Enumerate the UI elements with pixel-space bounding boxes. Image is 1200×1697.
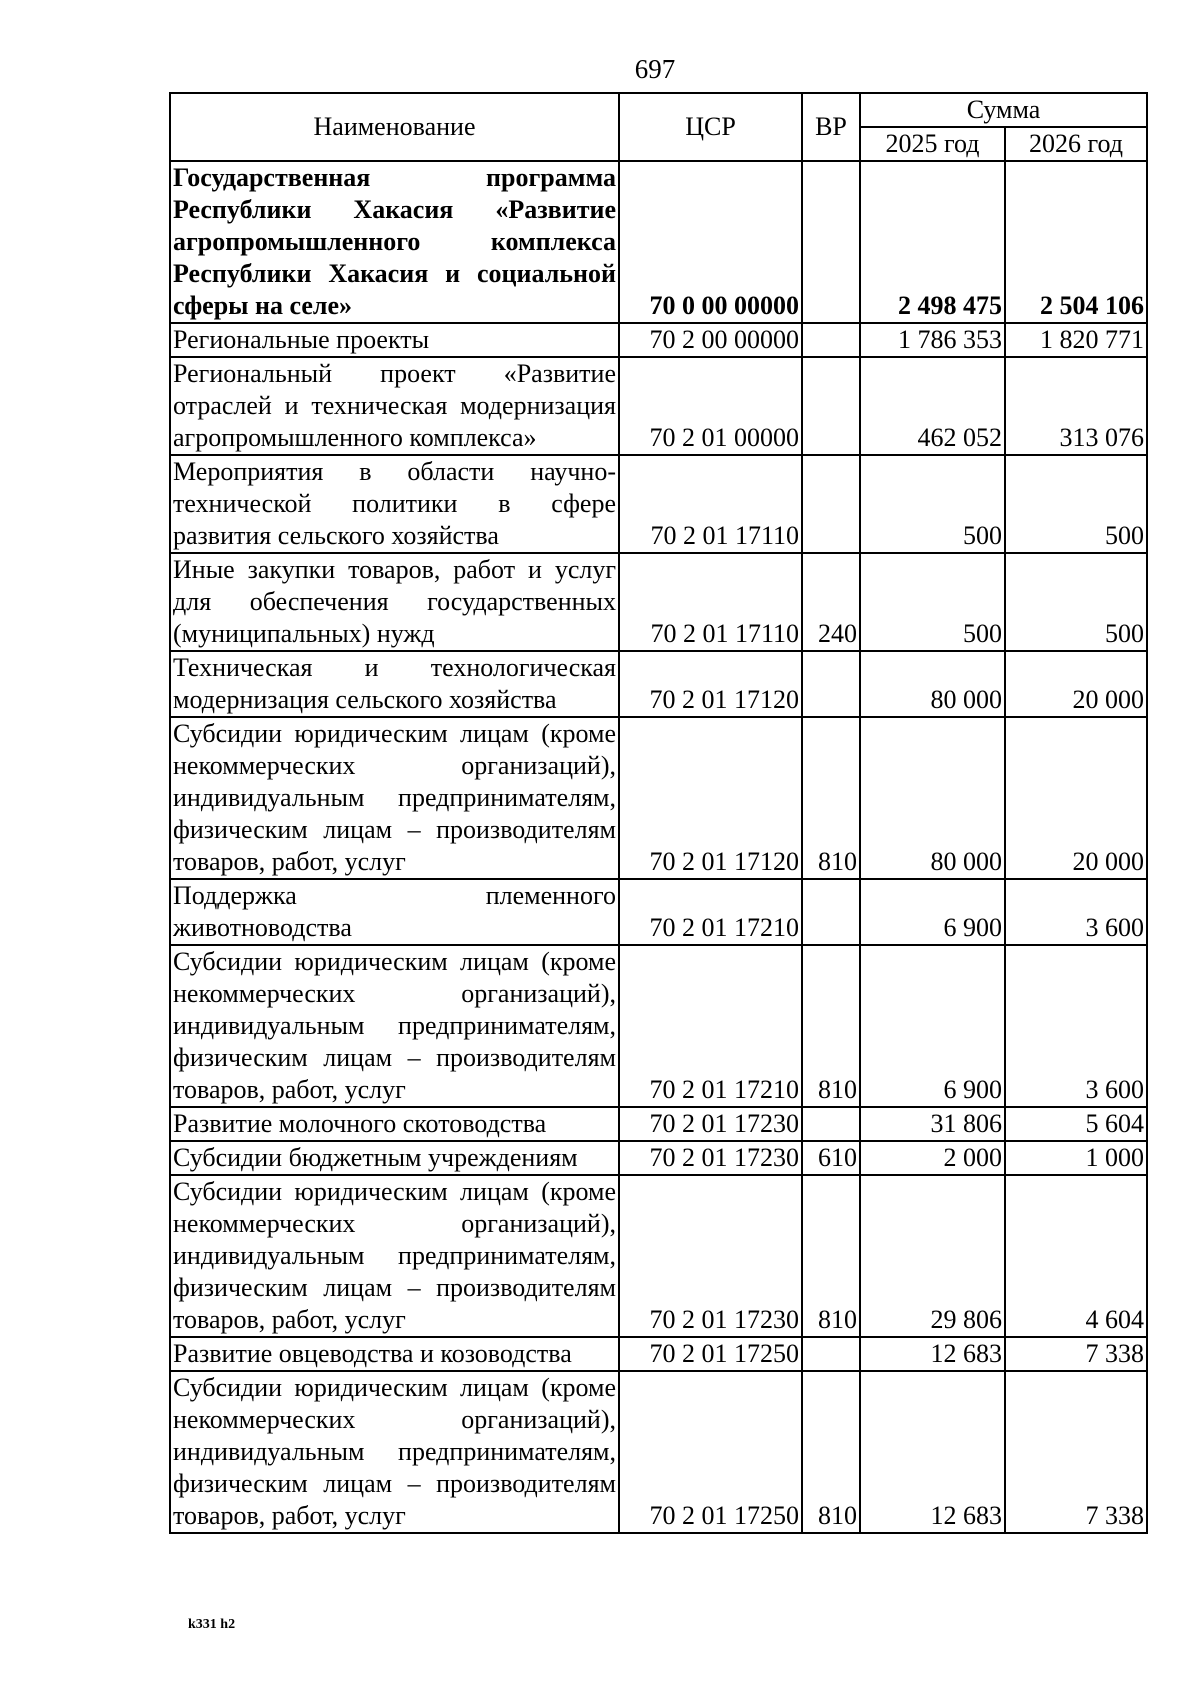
row-sum-2025: 500 (860, 553, 1005, 651)
row-sum-2025: 31 806 (860, 1107, 1005, 1141)
row-sum-2026: 500 (1005, 553, 1147, 651)
row-sum-2025: 500 (860, 455, 1005, 553)
column-header-2026: 2026 год (1005, 127, 1147, 161)
row-name: Развитие молочного скотоводства (170, 1107, 619, 1141)
table-row (170, 357, 1147, 455)
row-sum-2025: 80 000 (860, 717, 1005, 879)
row-csr: 70 2 01 00000 (619, 357, 802, 455)
row-csr: 70 0 00 00000 (619, 161, 802, 323)
row-sum-2026: 7 338 (1005, 1371, 1147, 1533)
row-name: Иные закупки товаров, работ и услуг для обеспечения государственных (муниципальных) нужд (170, 553, 619, 651)
table-row (170, 1371, 1147, 1533)
row-vr: 810 (802, 1371, 860, 1533)
row-vr: 810 (802, 945, 860, 1107)
row-sum-2025: 6 900 (860, 945, 1005, 1107)
row-vr (802, 161, 860, 323)
column-header-csr: ЦСР (619, 93, 802, 161)
row-name: Субсидии бюджетным учреждениям (170, 1141, 619, 1175)
row-name: Субсидии юридическим лицам (кроме некоммерческих организаций), индивидуальным предпринимателям, физическим лицам – производителям товаров, работ, услуг (170, 717, 619, 879)
row-sum-2026: 3 600 (1005, 879, 1147, 945)
row-vr (802, 455, 860, 553)
row-csr: 70 2 01 17110 (619, 553, 802, 651)
table-row (170, 455, 1147, 553)
row-vr (802, 357, 860, 455)
row-sum-2025: 462 052 (860, 357, 1005, 455)
row-csr: 70 2 00 00000 (619, 323, 802, 357)
row-sum-2026: 1 000 (1005, 1141, 1147, 1175)
footer-code: k331 h2 (188, 1617, 236, 1632)
row-sum-2025: 1 786 353 (860, 323, 1005, 357)
row-vr: 610 (802, 1141, 860, 1175)
row-sum-2026: 20 000 (1005, 717, 1147, 879)
row-name: Поддержка племенного животноводства (170, 879, 619, 945)
table-row (170, 553, 1147, 651)
row-vr: 810 (802, 717, 860, 879)
row-vr (802, 1337, 860, 1371)
budget-table (169, 92, 1148, 1534)
column-header-sum: Сумма (860, 93, 1147, 127)
row-name: Региональные проекты (170, 323, 619, 357)
row-name: Техническая и технологическая модернизация сельского хозяйства (170, 651, 619, 717)
row-name: Мероприятия в области научно-технической политики в сфере развития сельского хозяйства (170, 455, 619, 553)
table-row (170, 1175, 1147, 1337)
row-csr: 70 2 01 17210 (619, 945, 802, 1107)
row-csr: 70 2 01 17230 (619, 1175, 802, 1337)
row-name: Субсидии юридическим лицам (кроме некоммерческих организаций), индивидуальным предпринимателям, физическим лицам – производителям товаров, работ, услуг (170, 1175, 619, 1337)
table-row (170, 945, 1147, 1107)
table-row (170, 1107, 1147, 1141)
row-vr (802, 879, 860, 945)
row-csr: 70 2 01 17250 (619, 1371, 802, 1533)
row-sum-2026: 5 604 (1005, 1107, 1147, 1141)
page-number: 697 (634, 54, 676, 84)
row-sum-2025: 29 806 (860, 1175, 1005, 1337)
table-row (170, 1141, 1147, 1175)
row-sum-2026: 4 604 (1005, 1175, 1147, 1337)
column-header-vr: ВР (802, 93, 860, 161)
row-sum-2026: 7 338 (1005, 1337, 1147, 1371)
row-csr: 70 2 01 17120 (619, 717, 802, 879)
row-name: Субсидии юридическим лицам (кроме некоммерческих организаций), индивидуальным предпринимателям, физическим лицам – производителям товаров, работ, услуг (170, 945, 619, 1107)
row-vr (802, 1107, 860, 1141)
row-vr: 810 (802, 1175, 860, 1337)
row-sum-2026: 20 000 (1005, 651, 1147, 717)
row-vr: 240 (802, 553, 860, 651)
row-csr: 70 2 01 17210 (619, 879, 802, 945)
row-csr: 70 2 01 17110 (619, 455, 802, 553)
table-row (170, 1337, 1147, 1371)
row-vr (802, 323, 860, 357)
row-csr: 70 2 01 17230 (619, 1141, 802, 1175)
column-header-2025: 2025 год (860, 127, 1005, 161)
row-sum-2025: 12 683 (860, 1371, 1005, 1533)
row-csr: 70 2 01 17230 (619, 1107, 802, 1141)
table-row (170, 323, 1147, 357)
row-sum-2026: 500 (1005, 455, 1147, 553)
row-sum-2026: 313 076 (1005, 357, 1147, 455)
row-sum-2025: 6 900 (860, 879, 1005, 945)
row-sum-2026: 1 820 771 (1005, 323, 1147, 357)
row-name: Государственная программа Республики Хакасия «Развитие агропромышленного комплекса Республики Хакасия и социальной сферы на селе» (170, 161, 619, 323)
row-sum-2026: 3 600 (1005, 945, 1147, 1107)
row-name: Субсидии юридическим лицам (кроме некоммерческих организаций), индивидуальным предпринимателям, физическим лицам – производителям товаров, работ, услуг (170, 1371, 619, 1533)
row-sum-2026: 2 504 106 (1005, 161, 1147, 323)
row-name: Развитие овцеводства и козоводства (170, 1337, 619, 1371)
row-csr: 70 2 01 17120 (619, 651, 802, 717)
table-row (170, 651, 1147, 717)
table-row (170, 161, 1147, 323)
row-vr (802, 651, 860, 717)
table-row (170, 717, 1147, 879)
table-row (170, 879, 1147, 945)
row-sum-2025: 80 000 (860, 651, 1005, 717)
column-header-name: Наименование (170, 93, 619, 161)
table-body (170, 161, 1147, 1533)
row-csr: 70 2 01 17250 (619, 1337, 802, 1371)
row-sum-2025: 2 000 (860, 1141, 1005, 1175)
row-sum-2025: 2 498 475 (860, 161, 1005, 323)
row-name: Региональный проект «Развитие отраслей и техническая модернизация агропромышленного комплекса» (170, 357, 619, 455)
row-sum-2025: 12 683 (860, 1337, 1005, 1371)
